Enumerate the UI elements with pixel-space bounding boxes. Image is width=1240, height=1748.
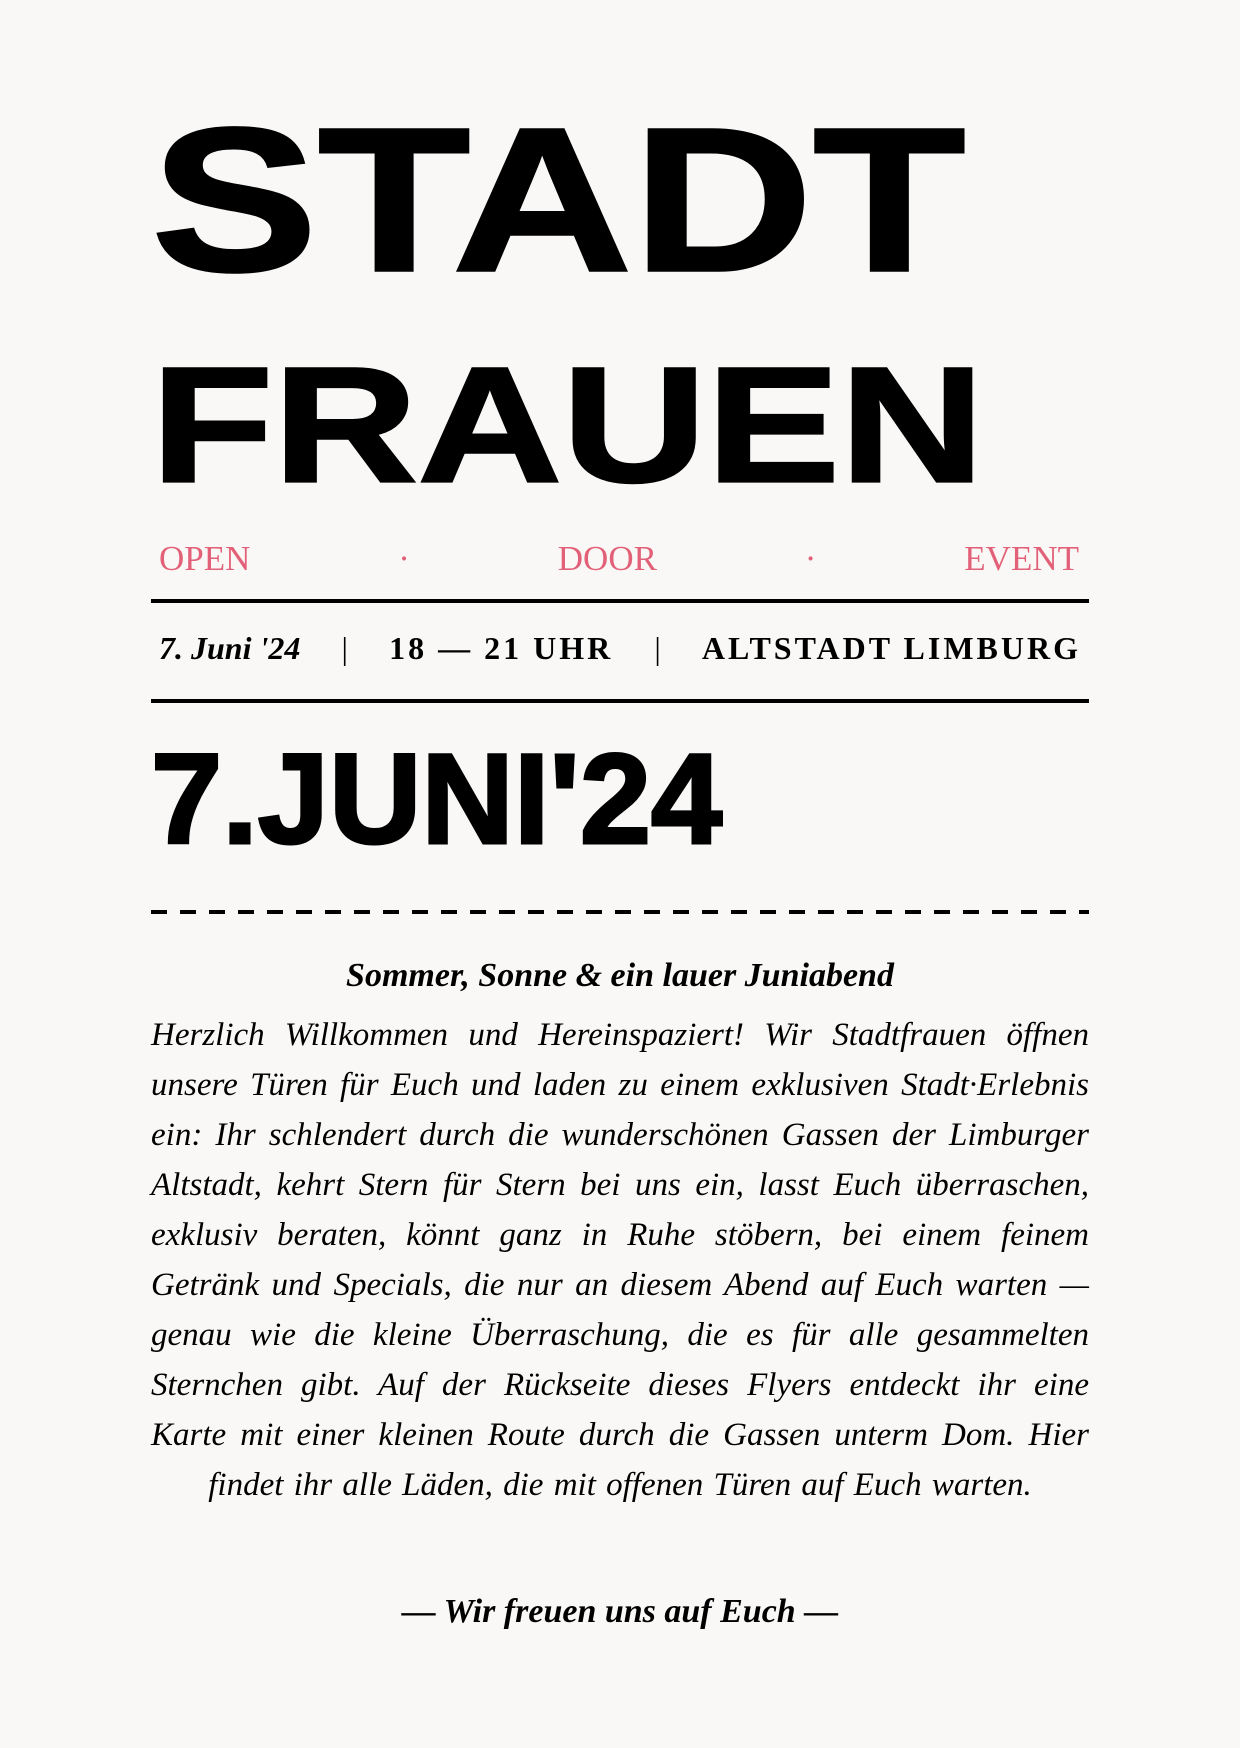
event-location: ALTSTADT LIMBURG bbox=[701, 630, 1081, 666]
separator: | bbox=[654, 630, 661, 666]
big-date: 7.JUNI'24 bbox=[151, 728, 723, 871]
event-date: 7. Juni '24 bbox=[159, 630, 301, 666]
closing-line: — Wir freuen uns auf Euch — bbox=[401, 1593, 839, 1630]
body-text: Herzlich Willkommen und Hereinspaziert! Wir Stadtfrauen öffnen unsere Türen für Euch und laden zu einem exklusiven Stadt·Erlebnis ein: Ihr schlendert durch die wunderschönen Gassen der Limburger Altstadt, kehrt Stern für Stern bei uns ein, lasst Euch überraschen, exklusiv beraten, könnt ganz in Ruhe stöbern, bei einem feinem Getränk und Specials, die nur an diesem Abend auf Euch warten — genau wie die kleine Überraschung, die es für alle gesammelten Sternchen gibt. Auf der Rückseite dieses Flyers entdeckt ihr eine Karte mit einer kleinen Route durch die Gassen unterm Dom. Hier findet ihr alle Läden, die mit offenen Türen auf Euch warten. bbox=[151, 1017, 1089, 1503]
dashed-divider bbox=[151, 910, 1089, 914]
event-time: 18 — 21 UHR bbox=[389, 630, 614, 666]
event-info-line bbox=[159, 628, 1081, 668]
title-stadt: STADT bbox=[151, 85, 966, 314]
lead-heading: Sommer, Sonne & ein lauer Juniabend bbox=[346, 957, 894, 994]
divider-bottom bbox=[151, 699, 1089, 703]
title-frauen: FRAUEN bbox=[151, 333, 985, 517]
divider-top bbox=[151, 599, 1089, 603]
separator: | bbox=[341, 630, 348, 666]
subtitle-open-door-event: OPEN · DOOR · EVENT bbox=[159, 539, 1079, 578]
